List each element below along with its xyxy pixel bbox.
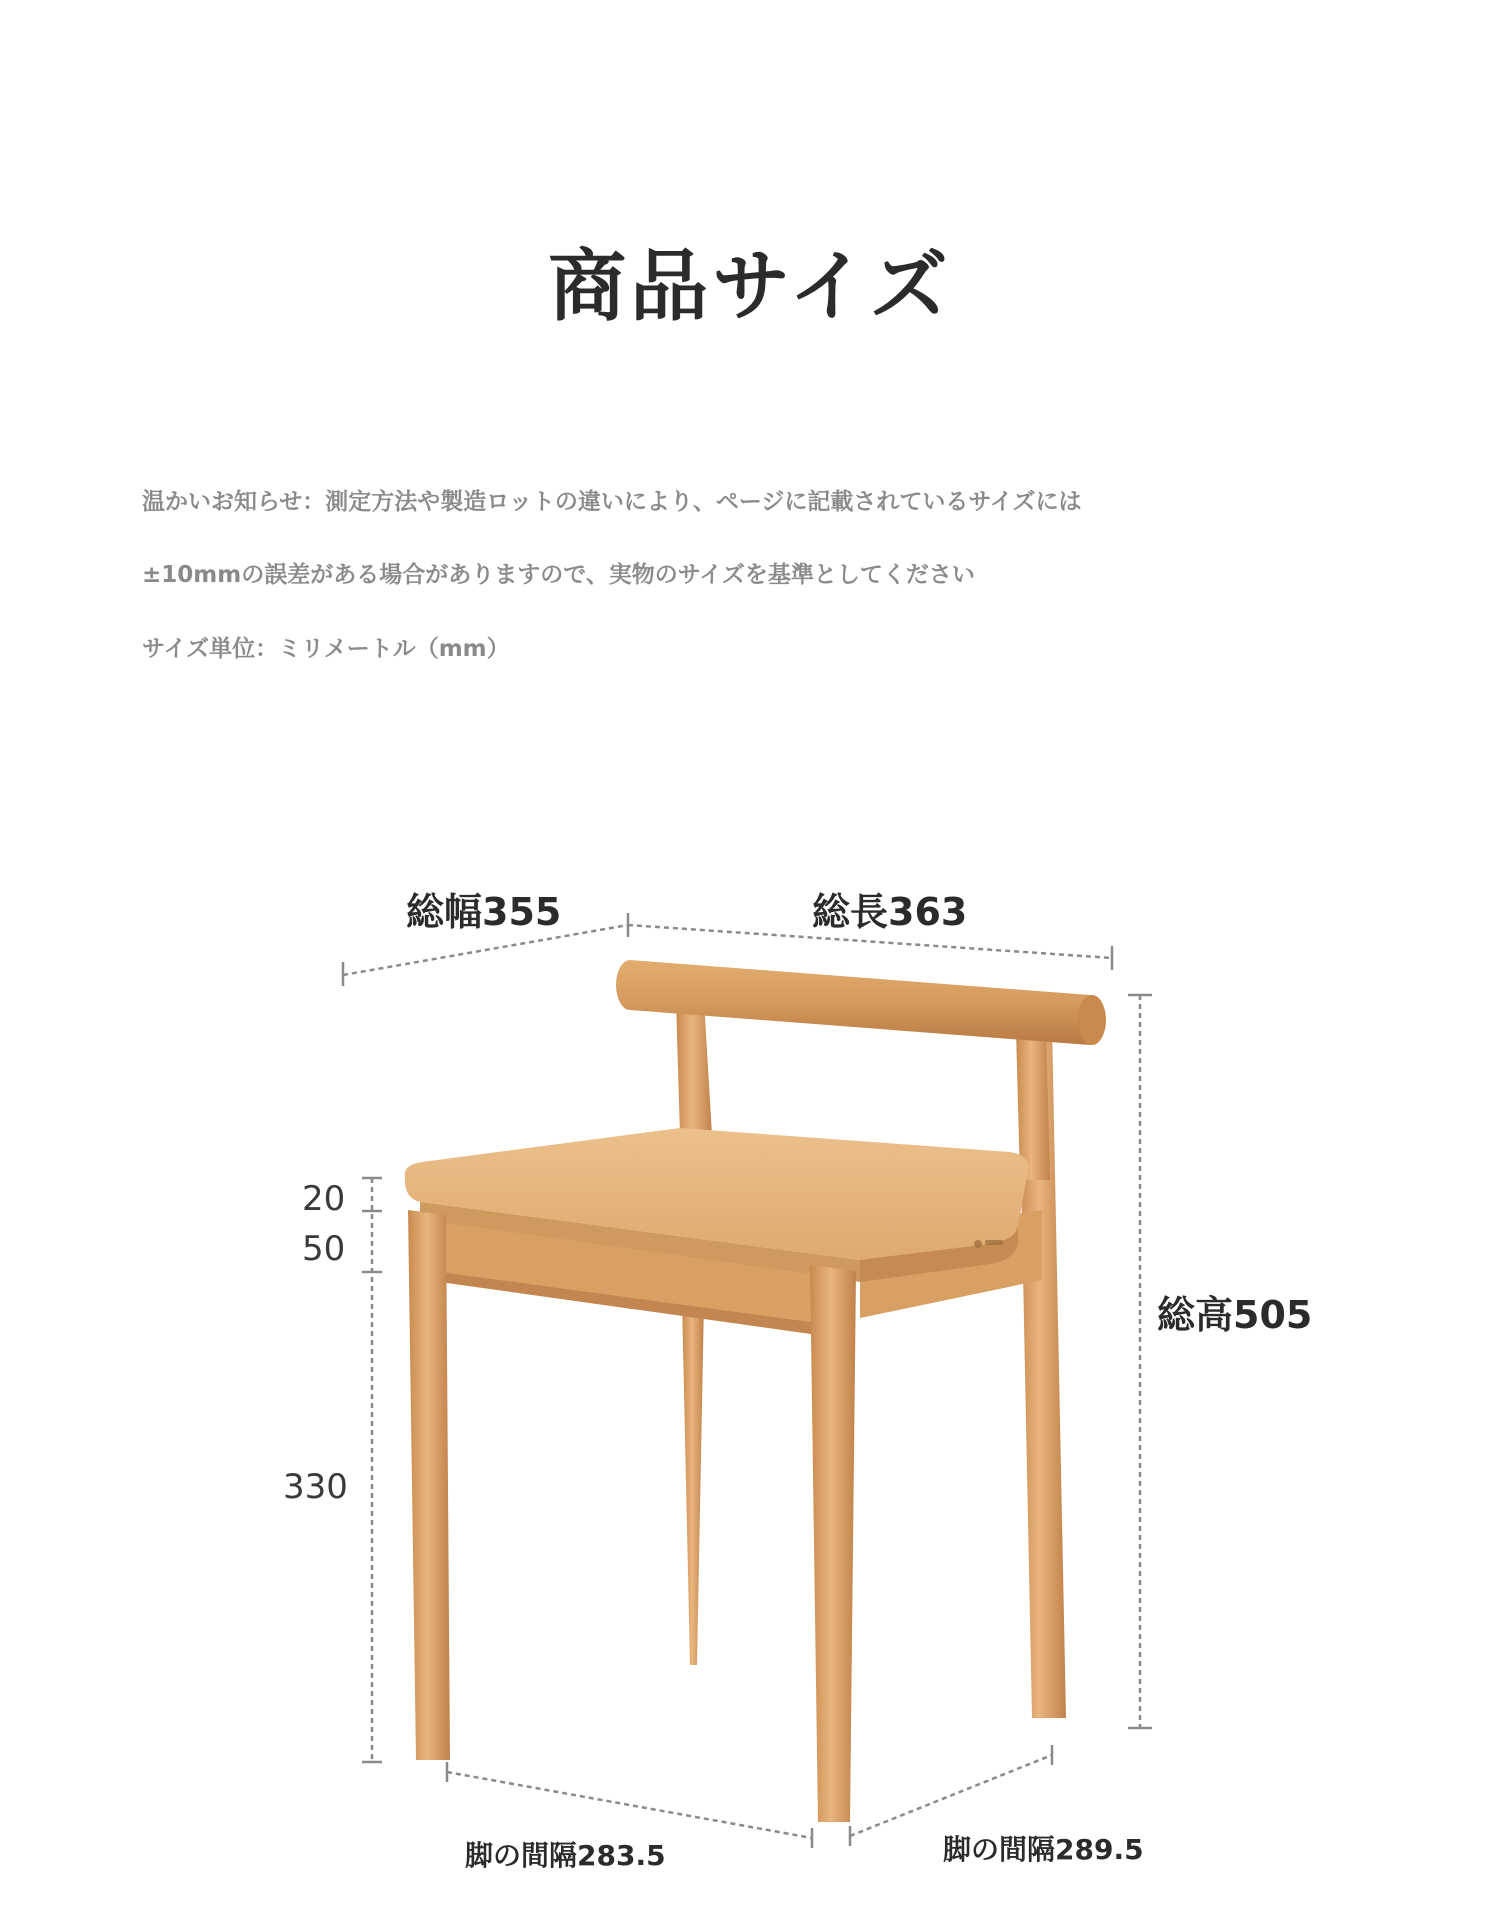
notice-size-unit: サイズ単位：ミリメートル（mm） [142, 636, 510, 662]
leg-spacing-front-label: 脚の間隔283.5 [465, 1839, 666, 1872]
chair-top-rail-end [1078, 995, 1106, 1045]
total-width-label: 総幅355 [406, 890, 562, 934]
chair-back-leg-left [682, 1300, 704, 1665]
apron-height-label: 50 [302, 1229, 346, 1269]
leg-side-dim-line [850, 1755, 1052, 1836]
chair-front-leg-left [408, 1210, 450, 1760]
notice-line-1: 温かいお知らせ：測定方法や製造ロットの違いにより、ページに記載されているサイズには [142, 489, 1082, 515]
total-height-label: 総高505 [1157, 1293, 1313, 1337]
page-title: 商品サイズ [548, 242, 952, 332]
leg-spacing-side-label: 脚の間隔289.5 [943, 1833, 1144, 1866]
seat-thickness-label: 20 [302, 1179, 346, 1219]
total-length-label: 総長363 [812, 890, 968, 934]
chair-back-post-left [676, 1000, 712, 1135]
notice-line-2: ±10mmの誤差がある場合がありますので、実物のサイズを基準としてください [142, 562, 975, 588]
leg-height-label: 330 [283, 1467, 348, 1507]
chair-front-leg-right [810, 1265, 856, 1822]
leg-front-dim-line [447, 1772, 812, 1838]
